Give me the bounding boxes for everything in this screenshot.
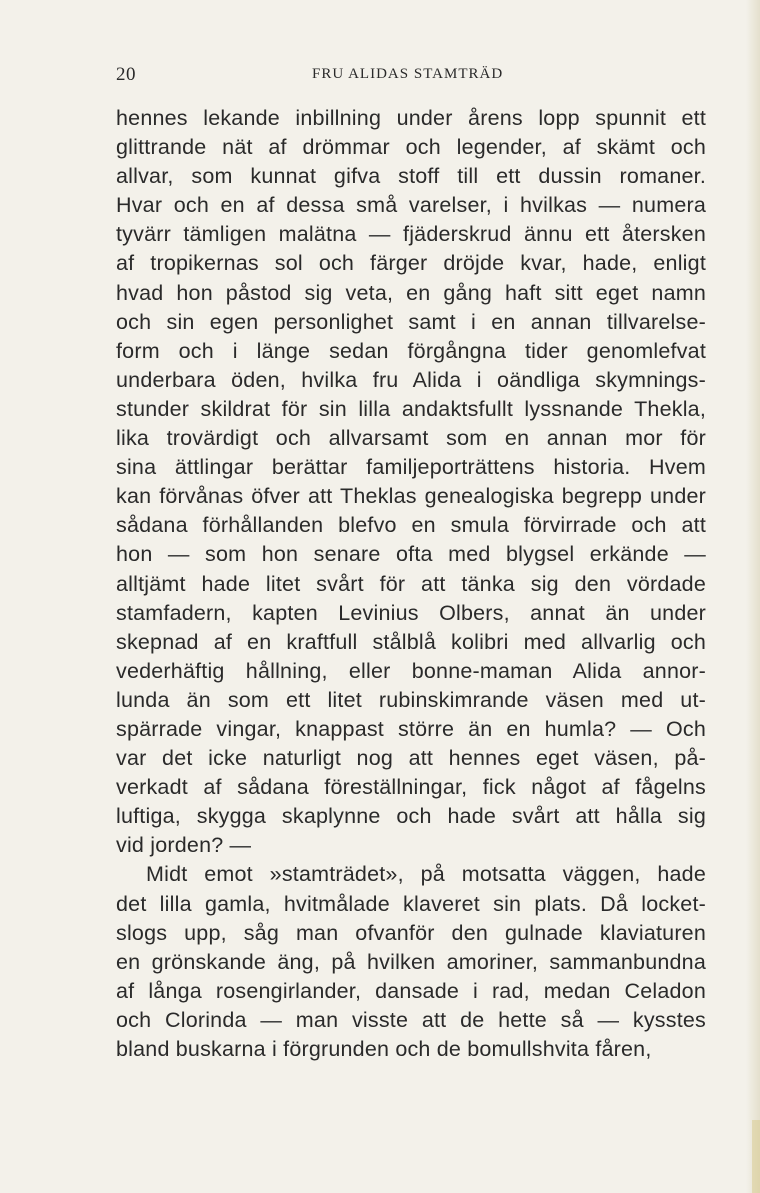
text-line: det lilla gamla, hvitmålade klaveret sin plats. Då locket- [116,891,706,916]
text-line: underbara öden, hvilka fru Alida i oändliga skymnings- [116,367,706,392]
text-line: tyvärr tämligen malätna — fjäderskrud ännu ett återsken [116,222,706,247]
text-line: af tropikernas sol och färger dröjde kvar, hade, enligt [116,251,706,276]
running-title: FRU ALIDAS STAMTRÄD [312,66,504,82]
text-line: sådana förhållanden blefvo en smula förvirrade och att [116,513,706,538]
text-line: var det icke naturligt nog att hennes eget väsen, på- [116,746,706,771]
text-line: och sin egen personlighet samt i en annan tillvarelse- [116,309,706,334]
text-line: stamfadern, kapten Levinius Olbers, annat än under [116,600,706,625]
text-line: Hvar och en af dessa små varelser, i hvilkas — numera [116,193,706,218]
text-line: form och i länge sedan förgångna tider genomlefvat [116,338,706,363]
text-line: sina ättlingar berättar familjeporträttens historia. Hvem [116,455,706,480]
text-line: glittrande nät af drömmar och legender, af skämt och [116,135,706,160]
text-line: allvar, som kunnat gifva stoff till ett dussin romaner. [116,164,706,189]
text-line: alltjämt hade litet svårt för att tänka sig den vördade [116,571,706,596]
text-line: hvad hon påstod sig veta, en gång haft sitt eget namn [116,280,706,305]
text-line: slogs upp, såg man ofvanför den gulnade klaviaturen [116,920,706,945]
text-line: spärrade vingar, knappast större än en humla? — Och [116,716,706,741]
text-line: lika trovärdigt och allvarsamt som en annan mor för [116,426,706,451]
body-text [116,104,706,1064]
text-line: af långa rosengirlander, dansade i rad, medan Celadon [116,978,706,1003]
text-line: vederhäftig hållning, eller bonne-maman Alida annor- [116,658,706,683]
text-line: hennes lekande inbillning under årens lopp spunnit ett [116,106,706,130]
text-line: kan förvånas öfver att Theklas genealogiska begrepp under [116,484,706,509]
text-line: verkadt af sådana föreställningar, fick något af fågelns [116,775,706,800]
text-line: luftiga, skygga skaplynne och hade svårt att hålla sig [116,804,706,829]
page-stain [752,1120,760,1193]
text-line: och Clorinda — man visste att de hette så — kysstes [116,1007,706,1032]
text-line: lunda än som ett litet rubinskimrande väsen med ut- [116,687,706,712]
page-edge [746,0,760,1193]
text-line: Midt emot »stamträdet», på motsatta väggen, hade [146,862,706,887]
page-number: 20 [116,64,136,85]
text-line: en grönskande äng, på hvilken amoriner, sammanbundna [116,949,706,974]
text-line: skepnad af en kraftfull stålblå kolibri med allvarlig och [116,629,706,654]
text-line: stunder skildrat för sin lilla andaktsfullt lyssnande Thekla, [116,396,706,421]
text-line: vid jorden? — [116,833,252,858]
page-header [116,64,706,88]
text-line: hon — som hon senare ofta med blygsel erkände — [116,542,706,567]
text-line: bland buskarna i förgrunden och de bomullshvita fåren, [116,1037,652,1061]
